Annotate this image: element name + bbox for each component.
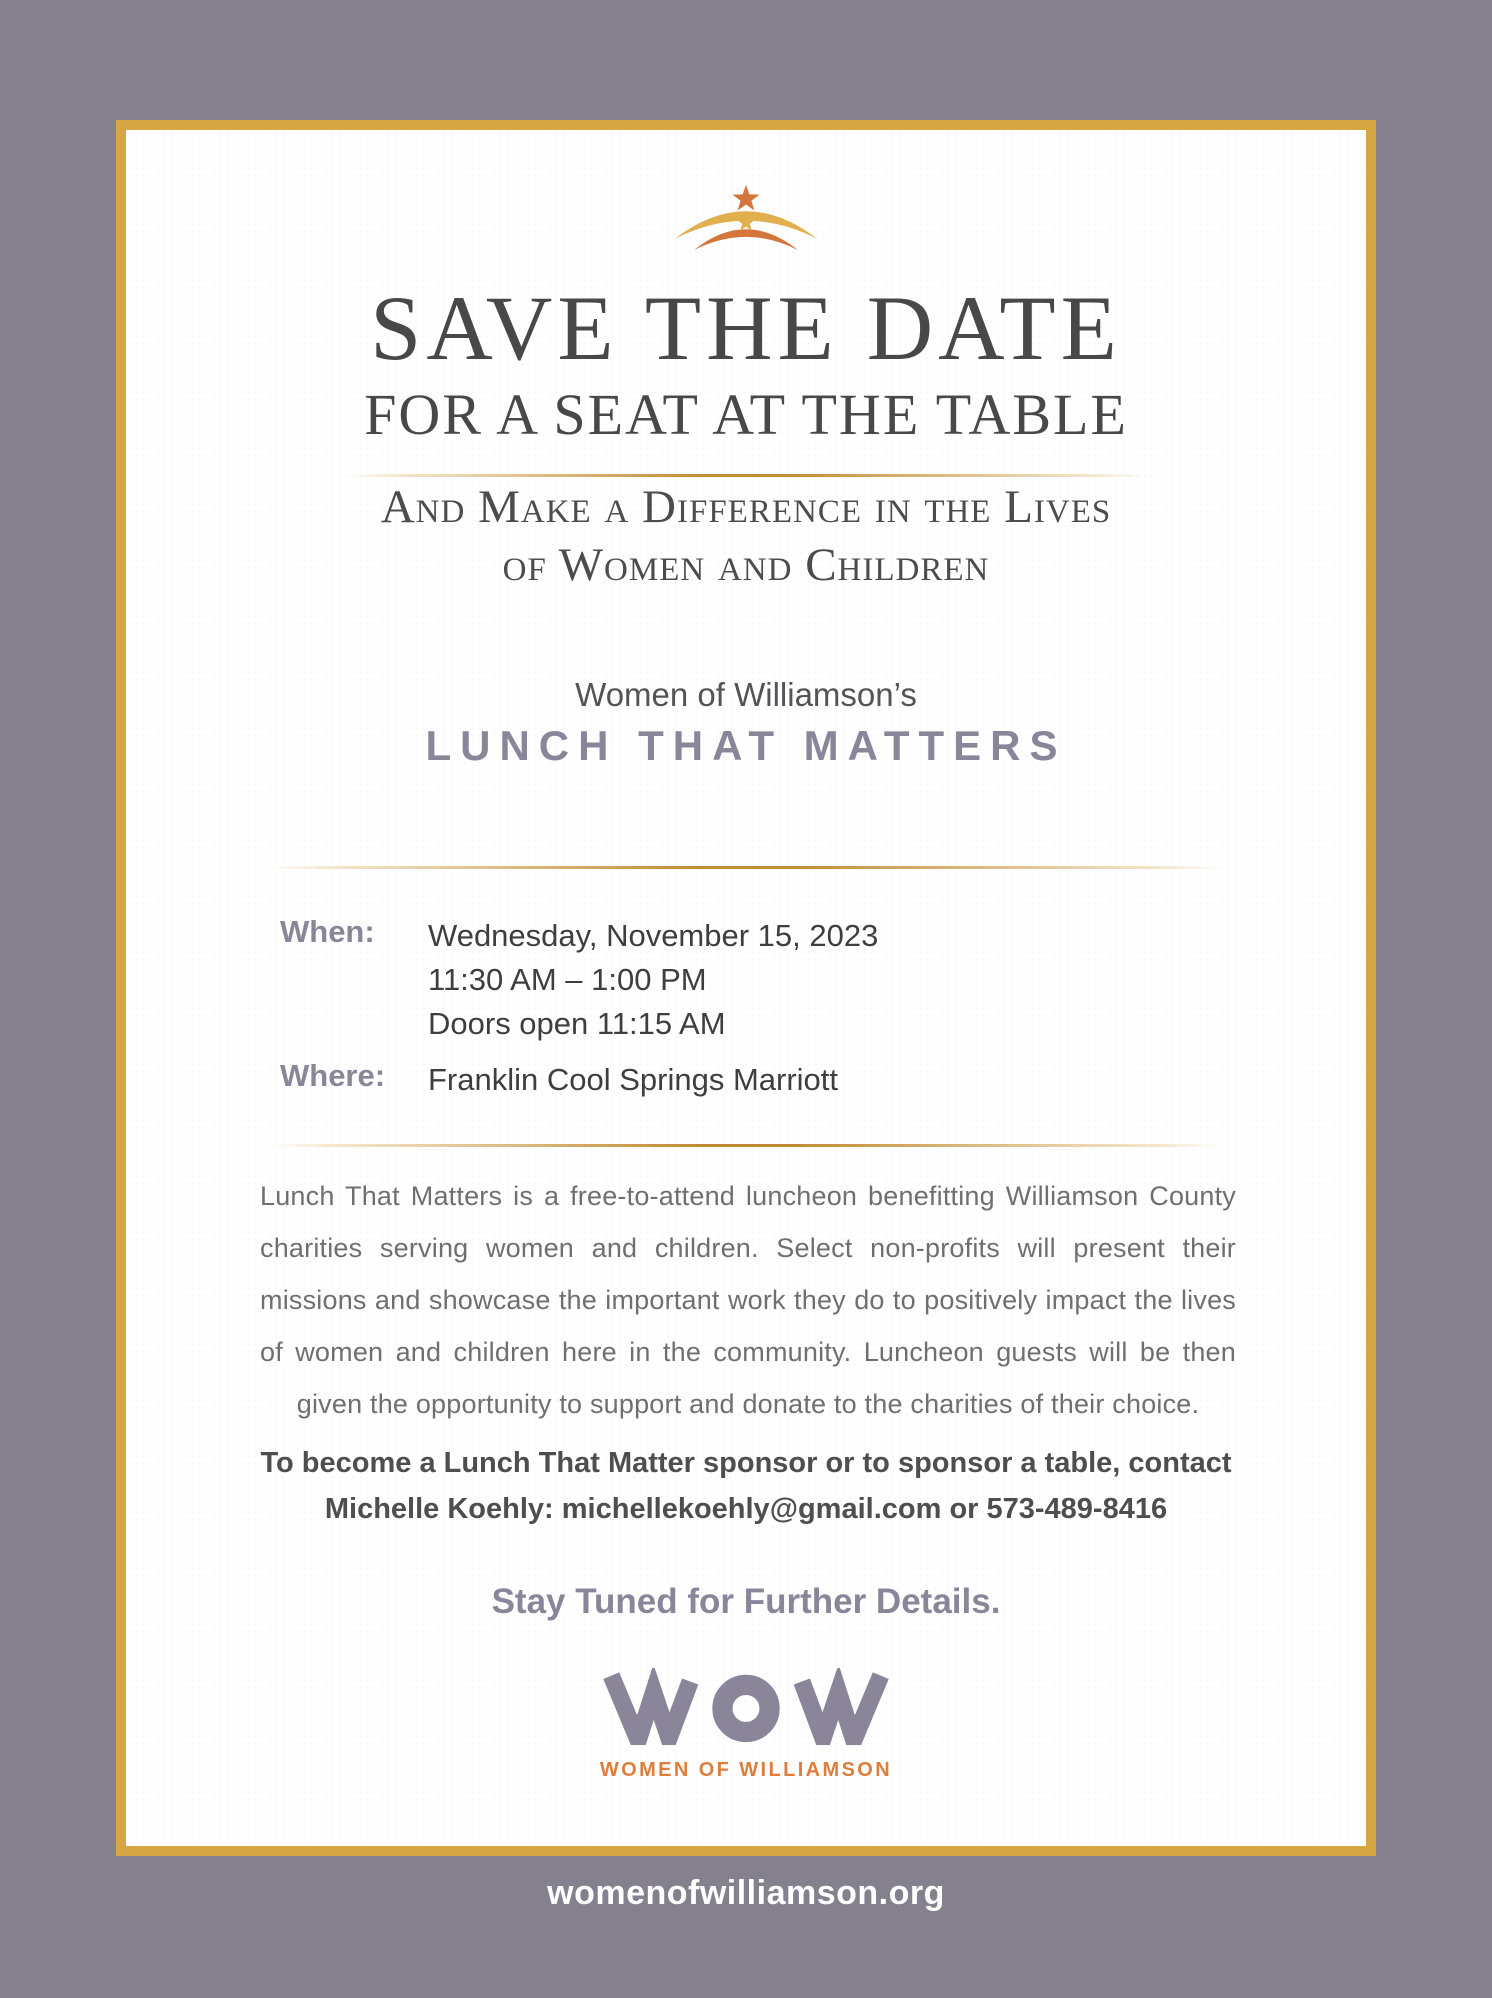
stay-tuned-note: Stay Tuned for Further Details. [491, 1582, 1001, 1621]
main-title-line2: FOR A SEAT AT THE TABLE [364, 382, 1128, 447]
when-label: When: [280, 914, 375, 949]
where-label: Where: [280, 1058, 386, 1093]
shooting-stars-icon [670, 180, 822, 252]
event-description: Lunch That Matters is a free-to-attend luncheon benefitting Williamson County charities serving women and children. Select non-profits will present their missions and showcase the important work they do to positively impact the lives of women and children here in the community. Luncheon guests will be then given the opportunity to support and donate to the charities of their choice. [260, 1181, 1236, 1419]
shooting-stars-ornament [126, 180, 1366, 252]
sponsor-contact [126, 1440, 1366, 1532]
sponsor-line2: Michelle Koehly: michellekoehly@gmail.com or 573-489-8416 [324, 1493, 1168, 1525]
when-value [428, 914, 878, 1046]
gold-divider-middle [268, 866, 1224, 869]
main-title: SAVE THE DATE [370, 277, 1122, 379]
when-time: 11:30 AM – 1:00 PM [428, 962, 707, 997]
subtitle-line1: And Make a Difference in the Lives [380, 481, 1112, 533]
wow-logo [126, 1668, 1366, 1782]
organization-name: Women of Williamson’s [575, 676, 917, 713]
flyer-frame [116, 120, 1376, 1856]
gold-divider-top [346, 474, 1146, 477]
website-url: womenofwilliamson.org [547, 1874, 945, 1912]
sponsor-line1: To become a Lunch That Matter sponsor or to sponsor a table, contact [260, 1447, 1232, 1479]
gold-divider-bottom [268, 1144, 1224, 1147]
where-value: Franklin Cool Springs Marriott [428, 1062, 839, 1097]
wow-logo-subtext: WOMEN OF WILLIAMSON [599, 1759, 893, 1781]
wow-logo-icon [601, 1668, 891, 1745]
when-doors: Doors open 11:15 AM [428, 1006, 726, 1041]
event-name: LUNCH THAT MATTERS [425, 722, 1067, 769]
subtitle [126, 478, 1366, 594]
when-date: Wednesday, November 15, 2023 [428, 918, 879, 953]
subtitle-line2: of Women and Children [502, 539, 990, 591]
